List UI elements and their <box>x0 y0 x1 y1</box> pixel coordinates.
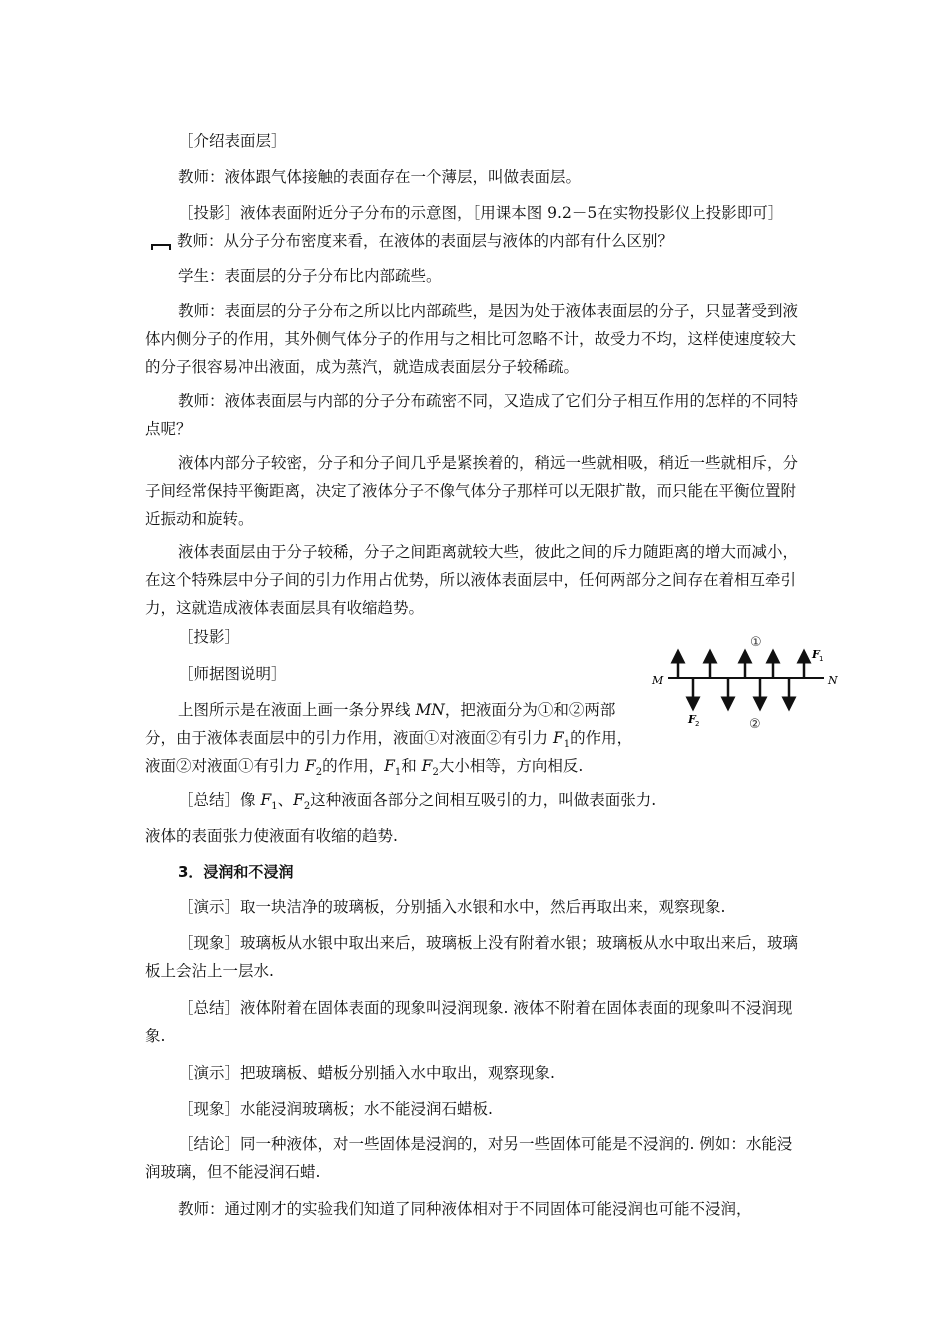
paragraph-liquid-surface-layer: 液体表面层由于分子较稀，分子之间距离就较大些，彼此之间的斥力随距离的增大而减小，在这个特殊层中分子间的引力作用占优势，所以液体表面层中，任何两部分之间存在着相互牵引力，这就造成液体表面层具有收缩趋势。 <box>145 543 799 617</box>
label-region-1: ① <box>750 635 762 650</box>
paragraph-surface-tension-contracts: 液体的表面张力使液面有收缩的趋势. <box>145 827 398 845</box>
paragraph-figure-description: 上图所示是在液面上画一条分界线 MN，把液面分为①和②两部分，由于液体表面层中的引力作用，液面①对液面②有引力 $F_1$的作用，液面②对液面①有引力 $F_2$的作用，$F_1$和 $F_2$大小相等，方向相反. <box>145 701 633 779</box>
label-m: M <box>652 674 664 687</box>
surface-tension-diagram <box>648 628 846 746</box>
paragraph-teacher-question-interaction: 教师：液体表面层与内部的分子分布疏密不同，又造成了它们分子相互作用的怎样的不同特点呢？ <box>145 392 799 438</box>
paragraph-liquid-interior: 液体内部分子较密，分子和分子间几乎是紧挨着的，稍远一些就相吸，稍近一些就相斥，分子间经常保持平衡距离，决定了液体分子不像气体分子那样可以无限扩散，而只能在平衡位置附近振动和旋转。 <box>145 454 799 528</box>
label-f2: F <box>688 713 696 726</box>
paragraph-conclusion-wetting: ［结论］同一种液体，对一些固体是浸润的，对另一些固体可能是不浸润的. 例如：水能浸润玻璃，但不能浸润石蜡. <box>145 1135 793 1181</box>
paragraph-teacher-explains-figure: ［师据图说明］ <box>178 665 287 683</box>
paragraph-summary-wetting: ［总结］液体附着在固体表面的现象叫浸润现象. 液体不附着在固体表面的现象叫不浸润现象. <box>145 999 793 1045</box>
paragraph-introduce-surface-layer: ［介绍表面层］ <box>178 132 287 150</box>
label-f1-subscript: 1 <box>819 655 824 663</box>
label-n: N <box>828 674 838 687</box>
paragraph-demo-wax-plate: ［演示］把玻璃板、蜡板分别插入水中取出，观察现象. <box>178 1064 555 1082</box>
paragraph-projection-diagram: ［投影］液体表面附近分子分布的示意图，［用课本图 9.2－5在实物投影仪上投影即可］教师：从分子分布密度来看，在液体的表面层与液体的内部有什么区别？ <box>145 199 805 255</box>
paragraph-teacher-explanation-sparse: 教师：表面层的分子分布之所以比内部疏些，是因为处于液体表面层的分子，只显著受到液体内侧分子的作用，其外侧气体分子的作用与之相比可忽略不计，故受力不均，这样使速度较大的分子很容易冲出液面，成为蒸汽，就造成表面层分子较稀疏。 <box>145 302 799 376</box>
paragraph-student-answer: 学生：表面层的分子分布比内部疏些。 <box>178 267 442 285</box>
paragraph-demo-glass-plate: ［演示］取一块洁净的玻璃板，分别插入水银和水中，然后再取出来，观察现象. <box>178 898 726 916</box>
paragraph-phenomenon-glass-plate: ［现象］玻璃板从水银中取出来后，玻璃板上没有附着水银；玻璃板从水中取出来后，玻璃板上会沾上一层水. <box>145 934 799 980</box>
paragraph-teacher-wetting-followup: 教师：通过刚才的实验我们知道了同种液体相对于不同固体可能浸润也可能不浸润， <box>178 1200 752 1218</box>
paragraph-summary-surface-tension: ［总结］像 $F_1$、$F_2$这种液面各部分之间相互吸引的力，叫做表面张力. <box>178 791 657 813</box>
paragraph-projection: ［投影］ <box>178 628 241 646</box>
paragraph-phenomenon-wax-plate: ［现象］水能浸润玻璃板；水不能浸润石蜡板. <box>178 1100 493 1118</box>
inline-bracket-mark <box>151 244 171 250</box>
label-f1: F <box>812 648 820 661</box>
label-region-2: ② <box>749 717 761 732</box>
paragraph-teacher-surface-layer-definition: 教师：液体跟气体接触的表面存在一个薄层，叫做表面层。 <box>178 168 582 186</box>
section-heading-wetting: 3．浸润和不浸润 <box>178 863 294 881</box>
label-f2-subscript: 2 <box>695 720 700 728</box>
